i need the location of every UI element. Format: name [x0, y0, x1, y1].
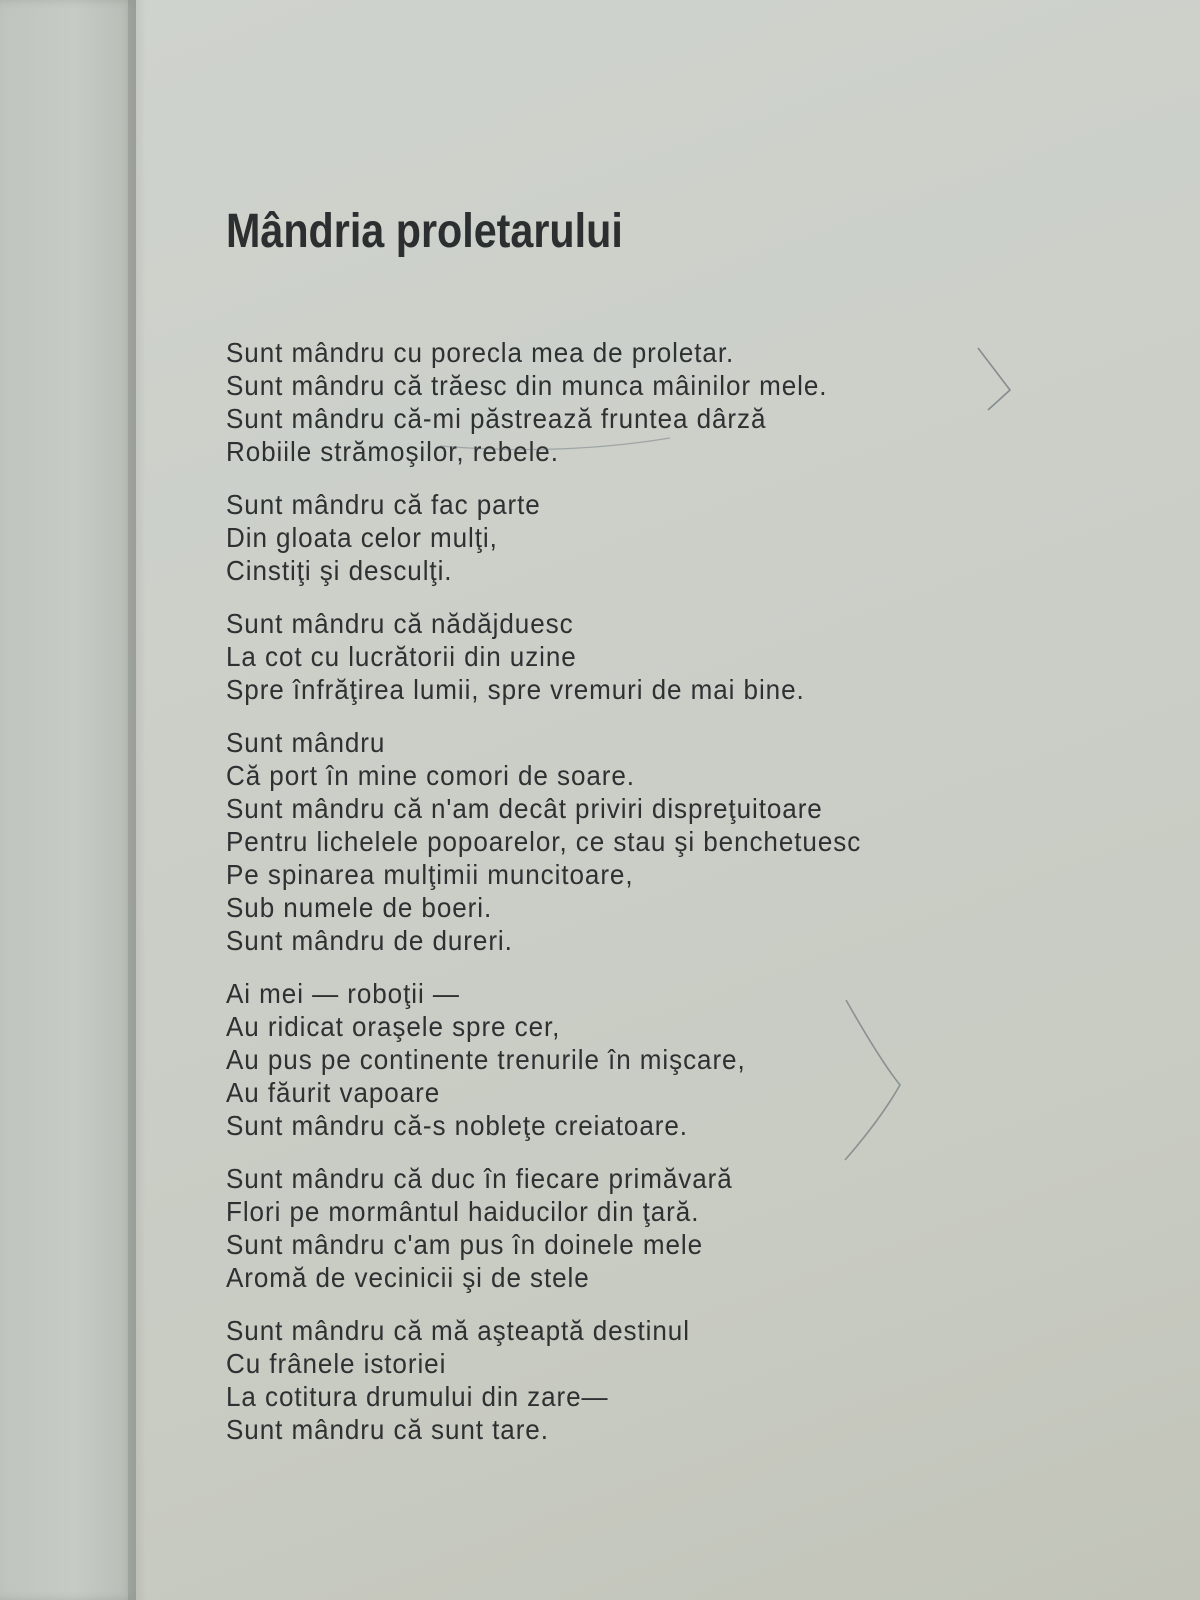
poem-line: Au făurit vapoare	[226, 1077, 441, 1108]
poem-line: Robiile strămoşilor, rebele.	[226, 436, 559, 467]
stanza	[226, 336, 1006, 468]
poem-title: Mândria proletarului	[226, 205, 623, 258]
poem-line: Că port în mine comori de soare.	[226, 760, 635, 791]
poem-line: Cu frânele istoriei	[226, 1348, 447, 1379]
poem-line: Sunt mândru	[226, 727, 386, 758]
stanza	[226, 607, 1006, 706]
poem-line: La cotitura drumului din zare—	[226, 1381, 609, 1412]
stanza	[226, 977, 1006, 1142]
poem-line: Sub numele de boeri.	[226, 892, 493, 923]
poem-line: Au pus pe continente trenurile în mişcare,	[226, 1044, 746, 1075]
poem-line: Sunt mândru că-s nobleţe creiatoare.	[226, 1110, 688, 1141]
poem-line: La cot cu lucrătorii din uzine	[226, 641, 577, 672]
poem-line: Sunt mândru de dureri.	[226, 925, 513, 956]
gutter-shadow	[128, 0, 146, 1600]
poem-line: Sunt mândru c'am pus în doinele mele	[226, 1229, 704, 1260]
poem-line: Au ridicat oraşele spre cer,	[226, 1011, 561, 1042]
poem-line: Sunt mândru că mă aşteaptă destinul	[226, 1315, 690, 1346]
poem-line: Spre înfrăţirea lumii, spre vremuri de mai bine.	[226, 674, 805, 705]
poem-line: Flori pe mormântul haiducilor din ţară.	[226, 1196, 700, 1227]
poem-line: Din gloata celor mulţi,	[226, 522, 498, 553]
stanza	[226, 1162, 1006, 1294]
poem-line: Cinstiţi şi desculţi.	[226, 555, 453, 586]
poem-body	[226, 336, 1006, 1466]
poem-line: Pe spinarea mulţimii muncitoare,	[226, 859, 634, 890]
poem-line: Pentru lichelele popoarelor, ce stau şi benchetuesc	[226, 826, 862, 857]
poem-line: Sunt mândru că duc în fiecare primăvară	[226, 1163, 733, 1194]
poem-line: Sunt mândru că fac parte	[226, 489, 541, 520]
poem-line: Sunt mândru că sunt tare.	[226, 1414, 549, 1445]
left-page-edge	[0, 0, 136, 1600]
stanza	[226, 1314, 1006, 1446]
poem-line: Sunt mândru că n'am decât priviri dispreţuitoare	[226, 793, 823, 824]
poem-line: Sunt mândru că trăesc din munca mâinilor mele.	[226, 370, 828, 401]
poem-line: Ai mei — roboţii —	[226, 978, 460, 1009]
poem-line: Sunt mândru că-mi păstrează fruntea dârză	[226, 403, 767, 434]
stanza	[226, 726, 1006, 957]
stanza	[226, 488, 1006, 587]
poem-line: Sunt mândru cu porecla mea de proletar.	[226, 337, 735, 368]
poem-line: Sunt mândru că nădăjduesc	[226, 608, 574, 639]
poem-line: Aromă de vecinicii şi de stele	[226, 1262, 590, 1293]
